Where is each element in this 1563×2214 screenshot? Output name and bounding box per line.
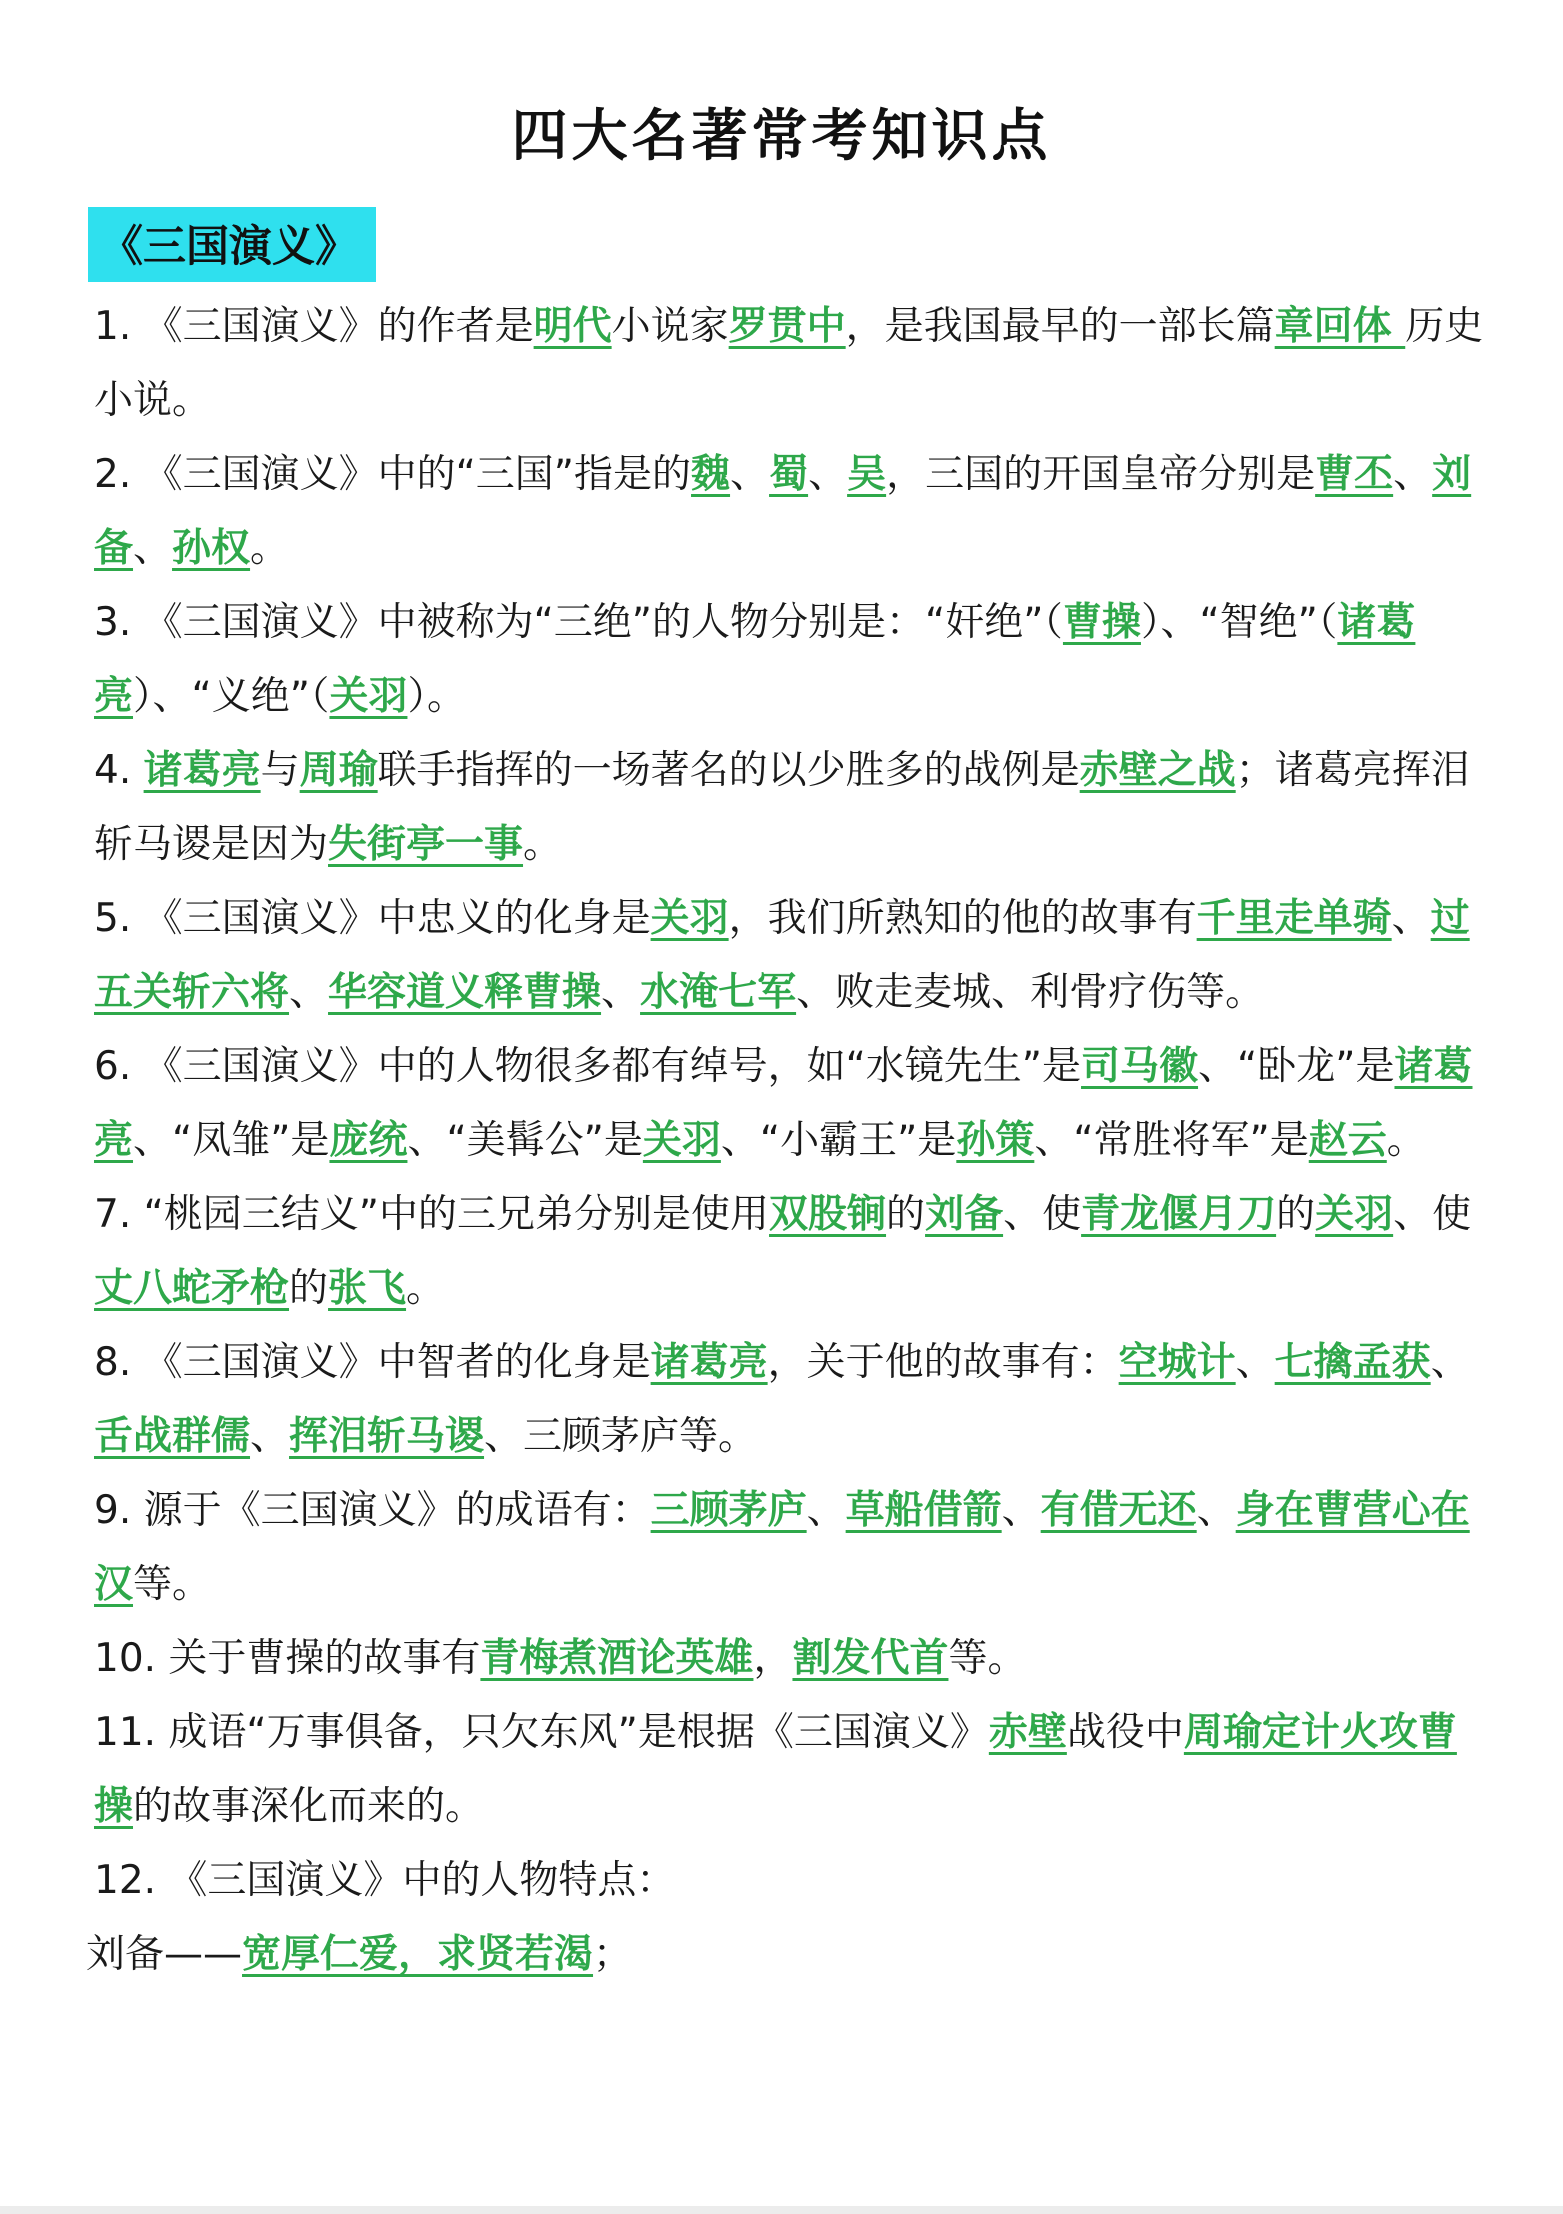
- answer-text: 宽厚仁爱，求贤若渴: [242, 1932, 594, 1977]
- answer-text: 丈八蛇矛枪: [94, 1266, 290, 1311]
- list-item-3: [94, 586, 1484, 734]
- answer-text: 三顾茅庐: [650, 1488, 807, 1533]
- item-text: 10. 关于曹操的故事有: [94, 1636, 481, 1681]
- item-text: 、三顾茅庐等。: [484, 1414, 758, 1459]
- item-text: ；: [593, 1932, 633, 1977]
- item-text: 、: [133, 526, 173, 571]
- answer-text: 庞统: [329, 1118, 408, 1163]
- list-item-7: [94, 1178, 1484, 1326]
- item-text: 1. 《三国演义》的作者是: [94, 304, 534, 349]
- answer-text: 刘备: [94, 452, 1472, 571]
- answer-text: 水淹七军: [640, 970, 797, 1015]
- answer-text: 司马徽: [1081, 1044, 1199, 1089]
- list-item-8: [94, 1326, 1484, 1474]
- answer-text: 诸葛亮: [94, 1044, 1473, 1163]
- item-text: 、“小霸王”是: [720, 1118, 957, 1163]
- item-text: 、: [601, 970, 641, 1015]
- answer-text: 周瑜: [299, 748, 378, 793]
- divider: [0, 2206, 1563, 2214]
- item-text: 、: [289, 970, 329, 1015]
- item-text: 。: [523, 822, 563, 867]
- item-text: 12. 《三国演义》中的人物特点：: [94, 1858, 676, 1903]
- list-item-9: [94, 1474, 1484, 1622]
- answer-text: 魏: [691, 452, 731, 497]
- answer-text: 青龙偃月刀: [1081, 1192, 1277, 1237]
- item-text: 、“美髯公”是: [407, 1118, 643, 1163]
- item-text: 。: [1386, 1118, 1426, 1163]
- list-item-5: [94, 882, 1484, 1030]
- item-text: 2. 《三国演义》中的“三国”指是的: [94, 452, 692, 497]
- answer-text: 曹丕: [1315, 452, 1394, 497]
- answer-text: 华容道义释曹操: [328, 970, 602, 1015]
- answer-text: 周瑜定计火攻曹操: [94, 1710, 1457, 1829]
- item-text: 、: [1196, 1488, 1236, 1533]
- item-text: ，是我国最早的一部长篇: [845, 304, 1275, 349]
- answer-text: 刘备: [925, 1192, 1004, 1237]
- item-text: 、: [1393, 452, 1433, 497]
- section-heading: 《三国演义》: [88, 207, 376, 282]
- answer-text: 身在曹营心在汉: [94, 1488, 1470, 1607]
- answer-text: 蜀: [769, 452, 809, 497]
- answer-text: 赵云: [1308, 1118, 1387, 1163]
- list-item-11: [94, 1696, 1484, 1844]
- item-text: ）。: [407, 674, 466, 719]
- answer-text: 孙权: [172, 526, 251, 571]
- item-text: 等。: [948, 1636, 1027, 1681]
- list-item-4: [94, 734, 1484, 882]
- item-text: 、: [1391, 896, 1431, 941]
- item-text: 11. 成语“万事俱备，只欠东风”是根据《三国演义》: [94, 1710, 989, 1755]
- item-text: 联手指挥的一场著名的以少胜多的战例是: [377, 748, 1080, 793]
- answer-text: 孙策: [956, 1118, 1035, 1163]
- item-text: 、败走麦城、利骨疗伤等。: [796, 970, 1265, 1015]
- answer-text: 双股锏: [769, 1192, 887, 1237]
- knowledge-list: [86, 290, 1484, 1992]
- item-text: 、: [250, 1414, 290, 1459]
- item-text: 、: [730, 452, 770, 497]
- item-text: 战役中: [1066, 1710, 1184, 1755]
- item-text: 刘备——: [86, 1932, 243, 1977]
- answer-text: 诸葛亮: [94, 600, 1416, 719]
- answer-text: 有借无还: [1040, 1488, 1197, 1533]
- answer-text: 罗贯中: [728, 304, 846, 349]
- answer-text: 关羽: [650, 896, 729, 941]
- answer-text: 舌战群儒: [94, 1414, 251, 1459]
- answer-text: 曹操: [1062, 600, 1141, 645]
- item-text: ，三国的开国皇帝分别是: [886, 452, 1316, 497]
- item-text: ；诸葛亮挥泪斩马谡是因为: [94, 748, 1470, 867]
- item-text: 8. 《三国演义》中智者的化身是: [94, 1340, 651, 1385]
- answer-text: 空城计: [1118, 1340, 1236, 1385]
- answer-text: 过五关斩六将: [94, 896, 1470, 1015]
- list-item-10: [94, 1622, 1484, 1696]
- item-text: 3. 《三国演义》中被称为“三绝”的人物分别是：“奸绝”（: [94, 600, 1063, 645]
- item-text: 。: [250, 526, 290, 571]
- item-text: 的: [886, 1192, 926, 1237]
- list-item-2: [94, 438, 1484, 586]
- answer-text: 关羽: [1315, 1192, 1394, 1237]
- item-text: ，: [753, 1636, 793, 1681]
- item-text: ，我们所熟知的他的故事有: [728, 896, 1197, 941]
- item-text: 的故事深化而来的。: [133, 1784, 485, 1829]
- item-text: ，关于他的故事有：: [767, 1340, 1119, 1385]
- item-text: 小说家: [611, 304, 729, 349]
- item-text: 、使: [1393, 1192, 1472, 1237]
- answer-text: 千里走单骑: [1196, 896, 1392, 941]
- answer-text: 赤壁之战: [1079, 748, 1236, 793]
- answer-text: 明代: [533, 304, 612, 349]
- answer-text: 割发代首: [792, 1636, 949, 1681]
- item-text: 等。: [133, 1562, 212, 1607]
- character-trait-line: [86, 1918, 1484, 1992]
- answer-text: 赤壁: [988, 1710, 1067, 1755]
- item-text: 。: [406, 1266, 446, 1311]
- answer-text: 挥泪斩马谡: [289, 1414, 485, 1459]
- answer-text: 诸葛亮: [650, 1340, 768, 1385]
- item-text: 历史小说。: [94, 304, 1484, 423]
- answer-text: 章回体: [1274, 304, 1406, 349]
- answer-text: 青梅煮酒论英雄: [480, 1636, 754, 1681]
- item-text: 7. “桃园三结义”中的三兄弟分别是使用: [94, 1192, 770, 1237]
- item-text: 、使: [1003, 1192, 1082, 1237]
- item-text: 5. 《三国演义》中忠义的化身是: [94, 896, 651, 941]
- item-text: 4.: [94, 748, 144, 793]
- item-text: 、“卧龙”是: [1198, 1044, 1395, 1089]
- page-title: 四大名著常考知识点: [511, 104, 1052, 169]
- answer-text: 张飞: [328, 1266, 407, 1311]
- answer-text: 失街亭一事: [328, 822, 524, 867]
- item-text: 的: [289, 1266, 329, 1311]
- item-text: 、: [808, 452, 848, 497]
- item-text: ）、“义绝”（: [133, 674, 330, 719]
- item-text: 、: [806, 1488, 846, 1533]
- item-text: 、: [1001, 1488, 1041, 1533]
- item-text: 的: [1276, 1192, 1316, 1237]
- item-text: 与: [260, 748, 300, 793]
- item-text: 、“凤雏”是: [133, 1118, 330, 1163]
- item-text: ）、“智绝”（: [1140, 600, 1338, 645]
- answer-text: 关羽: [329, 674, 408, 719]
- item-text: 9. 源于《三国演义》的成语有：: [94, 1488, 651, 1533]
- answer-text: 诸葛亮: [143, 748, 261, 793]
- item-text: 6. 《三国演义》中的人物很多都有绰号，如“水镜先生”是: [94, 1044, 1082, 1089]
- answer-text: 关羽: [642, 1118, 721, 1163]
- answer-text: 吴: [847, 452, 887, 497]
- item-text: 、: [1235, 1340, 1275, 1385]
- list-item-1: [94, 290, 1484, 438]
- item-text: 、: [1430, 1340, 1470, 1385]
- list-item-6: [94, 1030, 1484, 1178]
- item-text: 、“常胜将军”是: [1034, 1118, 1309, 1163]
- list-item-12: [94, 1844, 1484, 1918]
- answer-text: 七擒孟获: [1274, 1340, 1431, 1385]
- answer-text: 草船借箭: [845, 1488, 1002, 1533]
